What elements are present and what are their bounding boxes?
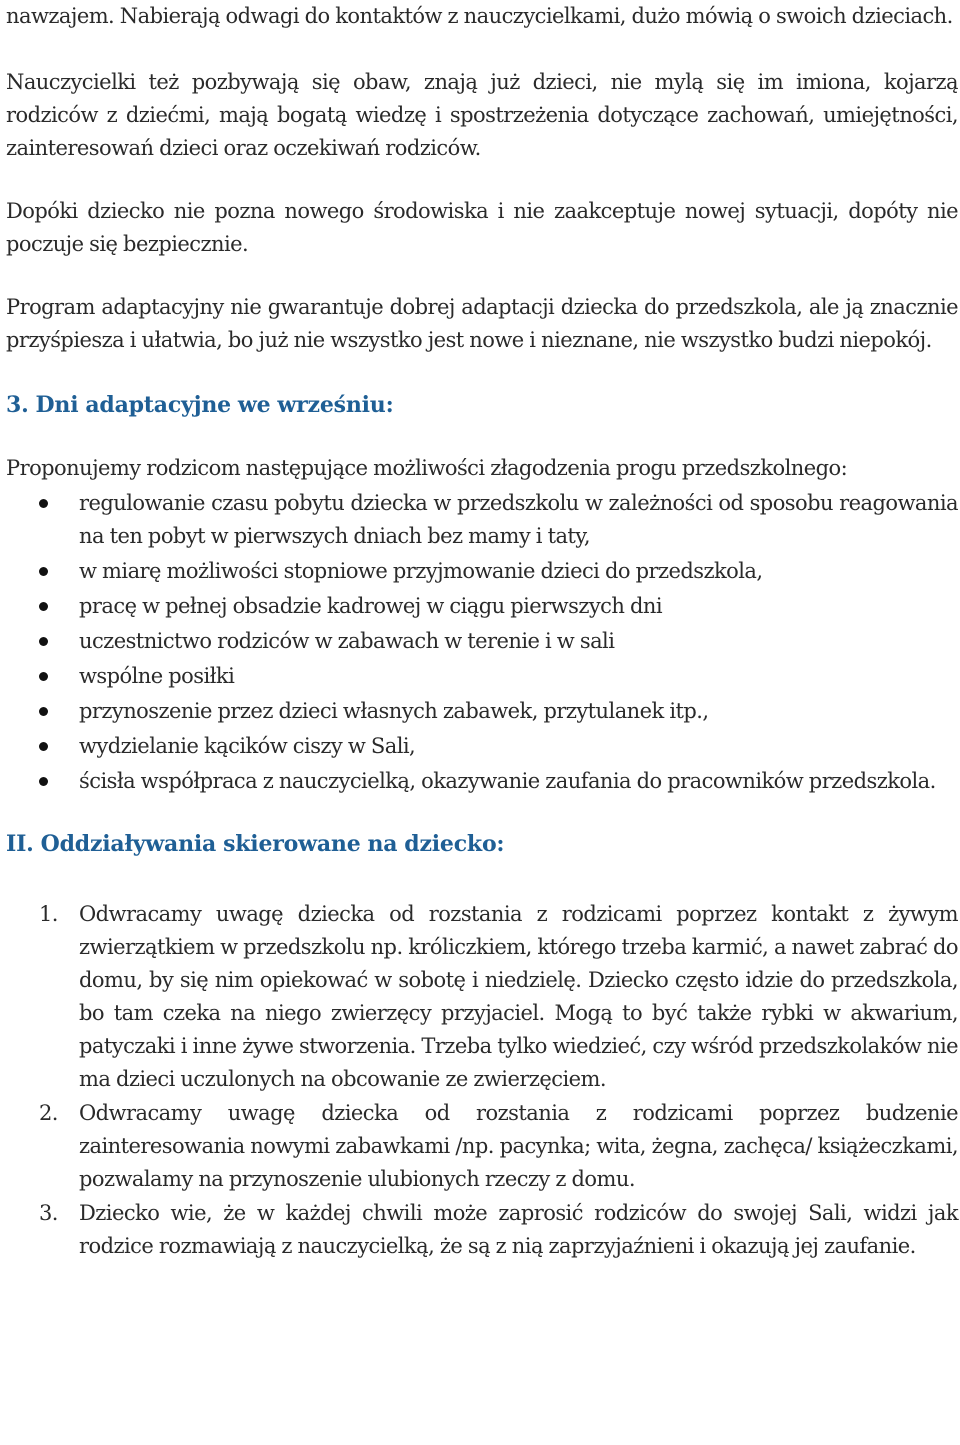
paragraph-parents-courage: nawzajem. Nabierają odwagi do kontaktów z nauczycielkami, dużo mówią o swoich dzieciach. <box>6 4 953 28</box>
paragraph-program: Program adaptacyjny nie gwarantuje dobrej adaptacji dziecka do przedszkola, ale ją znacznie przyśpiesza i ułatwia, bo już nie wszystko jest nowe i nieznane, nie wszystko budzi niepokój. <box>6 295 958 352</box>
bullet-icon <box>39 567 48 576</box>
list-item <box>6 590 958 623</box>
list-item <box>6 730 958 763</box>
paragraph-child-safety: Dopóki dziecko nie pozna nowego środowiska i nie zaakceptuje nowej sytuacji, dopóty nie poczuje się bezpiecznie. <box>6 199 958 256</box>
bullet-icon <box>39 637 48 646</box>
paragraph-teachers: Nauczycielki też pozbywają się obaw, znają już dzieci, nie mylą się im imiona, kojarzą rodziców z dziećmi, mają bogatą wiedzę i spostrzeżenia dotyczące zachowań, umiejętności, zainteresowań dzieci oraz oczekiwań rodziców. <box>6 70 958 160</box>
list-item <box>6 1197 958 1263</box>
list-item <box>6 660 958 693</box>
section-ii-heading <box>6 828 958 861</box>
list-item-text: przynoszenie przez dzieci własnych zabawek, przytulanek itp., <box>79 699 709 723</box>
section-ii-number: II. <box>6 831 34 857</box>
list-item <box>6 555 958 588</box>
list-item-text: wspólne posiłki <box>79 664 235 688</box>
list-item-text: pracę w pełnej obsadzie kadrowej w ciągu pierwszych dni <box>79 594 662 618</box>
section-3-heading <box>6 389 958 422</box>
bullet-icon <box>39 672 48 681</box>
adaptation-bullet-list <box>6 487 958 798</box>
list-item-text: Odwracamy uwagę dziecka od rozstania z rodzicami poprzez budzenie zainteresowania nowymi zabawkami /np. pacynka; wita, żegna, zachęca/ książeczkami, pozwalamy na przynoszenie ulubionych rzeczy z domu. <box>79 1101 958 1191</box>
list-item-number: 2. <box>39 1101 58 1125</box>
list-item-text: regulowanie czasu pobytu dziecka w przedszkolu w zależności od sposobu reagowania na ten pobyt w pierwszych dniach bez mamy i taty, <box>79 491 958 548</box>
list-item-text: uczestnictwo rodziców w zabawach w terenie i w sali <box>79 629 615 653</box>
bullet-icon <box>39 499 48 508</box>
list-item-number: 3. <box>39 1201 58 1225</box>
document-page <box>6 0 958 1264</box>
list-item <box>6 487 958 553</box>
list-item <box>6 1097 958 1196</box>
section-ii-title: Oddziaływania skierowane na dziecko: <box>40 831 505 857</box>
list-item-text: ścisła współpraca z nauczycielką, okazywanie zaufania do pracowników przedszkola. <box>79 769 936 793</box>
list-item-text: Dziecko wie, że w każdej chwili może zaprosić rodziców do swojej Sali, widzi jak rodzice rozmawiają z nauczycielką, że są z nią zaprzyjaźnieni i okazują jej zaufanie. <box>79 1201 958 1258</box>
list-item <box>6 765 958 798</box>
bullet-icon <box>39 742 48 751</box>
section-3-number: 3. <box>6 392 29 418</box>
list-item <box>6 898 958 1096</box>
section-3-intro: Proponujemy rodzicom następujące możliwości złagodzenia progu przedszkolnego: <box>6 456 848 480</box>
list-item-text: Odwracamy uwagę dziecka od rozstania z rodzicami poprzez kontakt z żywym zwierzątkiem w przedszkolu np. króliczkiem, którego trzeba karmić, a nawet zabrać do domu, by się nim opiekować w sobotę i niedzielę. Dziecko często idzie do przedszkola, bo tam czeka na niego zwierzęcy przyjaciel. Mogą to być także rybki w akwarium, patyczaki i inne żywe stworzenia. Trzeba tylko wiedzieć, czy wśród przedszkolaków nie ma dzieci uczulonych na obcowanie ze zwierzęciem. <box>79 902 958 1091</box>
bullet-icon <box>39 602 48 611</box>
child-actions-list <box>6 898 958 1263</box>
list-item-number: 1. <box>39 902 58 926</box>
list-item-text: w miarę możliwości stopniowe przyjmowanie dzieci do przedszkola, <box>79 559 763 583</box>
list-item <box>6 625 958 658</box>
list-item-text: wydzielanie kącików ciszy w Sali, <box>79 734 416 758</box>
list-item <box>6 695 958 728</box>
section-3-title: Dni adaptacyjne we wrześniu: <box>35 392 394 418</box>
bullet-icon <box>39 707 48 716</box>
bullet-icon <box>39 777 48 786</box>
